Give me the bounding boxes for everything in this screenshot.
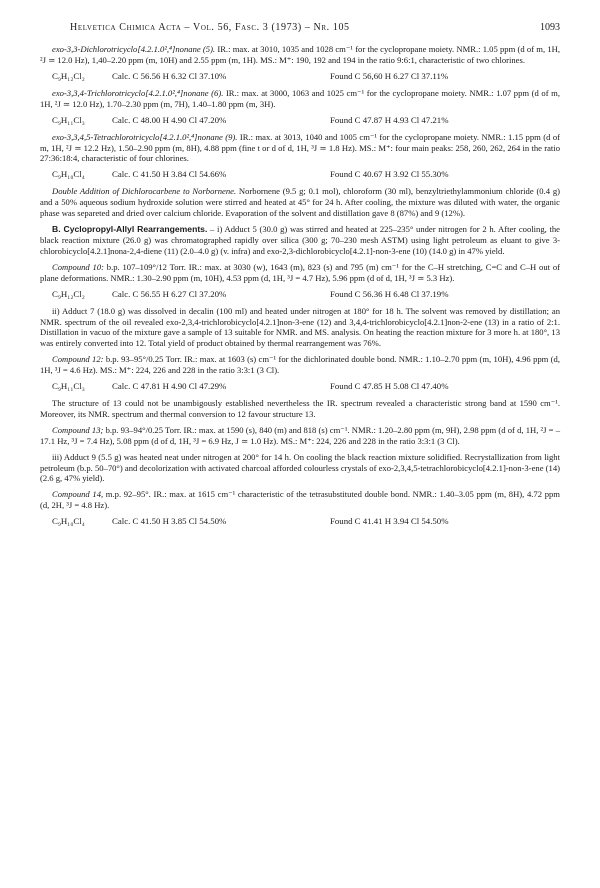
section-heading: B. Cyclopropyl-Allyl Rearrangements. bbox=[52, 224, 208, 235]
found-values: Found C 56.36 H 6.48 Cl 37.19% bbox=[330, 288, 449, 299]
calculated-values: Calc. C 41.50 H 3.84 Cl 54.66% bbox=[112, 169, 227, 180]
paragraph-compound-10 bbox=[40, 262, 560, 284]
found-values: Found C 47.87 H 4.93 Cl 47.21% bbox=[330, 114, 449, 125]
paragraph-text: Norbornene (9.5 g; 0.1 mol), chloroform (30 ml), benzyltriethylammonium chloride (0.4 g) and a 50% aqueous sodium hydroxide solution were stirred and heated at 45° for 24 h. After cooling, the mixture was diluted with water, the organic phase was separeted and dried over calcium chloride. Evaporation of the solvent and distillation gave 8 (87%) and 9 (12%). bbox=[40, 186, 560, 219]
elemental-analysis-row bbox=[40, 115, 560, 126]
paragraph-text: IR.: max. at 3000, 1063 and 1025 cm⁻¹ for the cyclopropane moiety. NMR.: 1.07 ppm (d of m, 1H, ²J ≃ 12.0 Hz), 1.70–2.30 ppm (m, 7H), 1.40–1.80 ppm (m, 3H). bbox=[40, 87, 560, 109]
paragraph-text: IR.: max. at 3010, 1035 and 1028 cm⁻¹ for the cyclopropane moiety. NMR.: 1.05 ppm (d of m, 1H, ²J ≃ 12.0 Hz), 1,40–2.20 ppm (m, 10H) and 2.55 ppm (m, 1H). MS.: M⁺: 190, 192 and 194 in the ratio 9:6:1, characteristic of two chlorines. bbox=[40, 44, 561, 65]
paragraph-compound-13 bbox=[40, 425, 560, 447]
molecular-formula: C₉H₁₁Cl₃ bbox=[52, 381, 85, 392]
paragraph-text: – i) Adduct 5 (30.0 g) was stirred and heated at 225–235° under nitrogen for 2 h. After cooling, the black reaction mixture (26.0 g) was chromatographed rapidly over silica (300 g; 70–230 mesh ASTM) using light petroleum as eluant to give 3-chlorobicyclo[4.2.1]nona-2,4-diene (11) (2.0–4.0 g) (v. infra) and exo-2,3-dichlorobicyclo[4.2.1]-non-3-ene (10) (14.0 g) in 47% yield. bbox=[40, 224, 560, 256]
found-values: Found C 47.85 H 5.08 Cl 47.40% bbox=[330, 381, 449, 392]
paragraph-text: iii) Adduct 9 (5.5 g) was heated neat under nitrogen at 200° for 14 h. On cooling the black reaction mixture solidified. Recrystallization from light petroleum (b.p. 50–70°) and decolorization with activated charcoal afforded colourless crystals of exo-2,3,4,5-tetrachlorobicyclo[4.2.1]-non-3-ene (14) (2.6 g, 47% yield). bbox=[40, 451, 560, 484]
running-header bbox=[40, 22, 560, 36]
procedure-title: Double Addition of Dichlorocarbene to Norbornene. bbox=[52, 186, 237, 197]
paragraph-text: m.p. 92–95°. IR.: max. at 1615 cm⁻¹ characteristic of the tetrasubstituted double bond. NMR.: 1.40–3.05 ppm (m, 8H), 4.72 ppm (d, 2H, ³J = 4.8 Hz). bbox=[40, 489, 560, 511]
found-values: Found C 41.41 H 3.94 Cl 54.50% bbox=[330, 516, 449, 527]
calculated-values: Calc. C 47.81 H 4.90 Cl 47.29% bbox=[112, 381, 227, 392]
found-values: Found C 40.67 H 3.92 Cl 55.30% bbox=[330, 169, 449, 180]
compound-name: exo-3,3,4-Trichlorotricyclo[4.2.1.0²,⁴]nonane (6). bbox=[52, 87, 224, 98]
paragraph-text: IR.: max. at 3013, 1040 and 1005 cm⁻¹ for the cyclopropane moiety. NMR.: 1.15 ppm (d of m, 1H, ²J ≃ 12.2 Hz), 1.50–2.90 ppm (m, 8H), 4.88 ppm (fine t or d of d, 1H, ³J ≃ 1.8 Hz). MS.: M⁺: four main peaks: 258, 260, 262, 264 in the ratio 27:36:18:4, characteristic of four chlorines. bbox=[40, 131, 560, 164]
compound-name: exo-3,3,4,5-Tetrachlorotricyclo[4.2.1.0²,⁴]nonane (9). bbox=[52, 131, 238, 142]
paragraph-text: The structure of 13 could not be unambigously established nevertheless the IR. spectrum revealed a characteristic strong band at 1590 cm⁻¹. Moreover, its NMR. spectrum and thermal conversion to 12 favour structure 13. bbox=[40, 398, 560, 419]
elemental-analysis-row bbox=[40, 516, 560, 527]
compound-lead: Compound 13; bbox=[52, 424, 104, 435]
elemental-analysis-row bbox=[40, 289, 560, 300]
paragraph-compound-5 bbox=[40, 44, 560, 66]
paragraph-text: b.p. 107–109°/12 Torr. IR.: max. at 3030 (w), 1643 (m), 823 (s) and 795 (m) cm⁻¹ for the C–H stretching, C=C and C–H out of plane deformations. NMR.: 1.30–2.90 ppm (m, 10H), 4.53 ppm (d, 1H, ³J = 4.7 Hz), 5.96 ppm (d of d, 1H, ³J ≃ 5.3 Hz). bbox=[40, 261, 561, 283]
elemental-analysis-row bbox=[40, 381, 560, 392]
calculated-values: Calc. C 56.55 H 6.27 Cl 37.20% bbox=[112, 288, 227, 299]
paragraph-double-addition bbox=[40, 186, 560, 219]
compound-lead: Compound 14, bbox=[52, 489, 104, 500]
paragraph-compound-6 bbox=[40, 88, 560, 110]
paragraph-compound-14 bbox=[40, 489, 560, 511]
paragraph-section-b bbox=[40, 224, 560, 257]
molecular-formula: C₉H₁₂Cl₂ bbox=[52, 70, 85, 81]
paragraph-compound-9 bbox=[40, 132, 560, 165]
paragraph-adduct-7 bbox=[40, 306, 560, 350]
paragraph-compound-12 bbox=[40, 354, 560, 376]
found-values: Found C 56,60 H 6.27 Cl 37.11% bbox=[330, 70, 449, 81]
calculated-values: Calc. C 56.56 H 6.32 Cl 37.10% bbox=[112, 70, 227, 81]
molecular-formula: C₉H₁₀Cl₄ bbox=[52, 516, 85, 527]
page-number: 1093 bbox=[540, 22, 560, 33]
paragraph-text: b.p. 93–95°/0.25 Torr. IR.: max. at 1603 (s) cm⁻¹ for the dichlorinated double bond. NMR.: 1.10–2.70 ppm (m, 10H), 4.96 ppm (d, 1H, ³J = 4.6 Hz). MS.: M⁺: 224, 226 and 228 in the ratio 3:3:1 (3 Cl). bbox=[40, 354, 560, 376]
calculated-values: Calc. C 48.00 H 4.90 Cl 47.20% bbox=[112, 114, 227, 125]
molecular-formula: C₉H₁₂Cl₂ bbox=[52, 288, 85, 299]
paragraph-structure-13 bbox=[40, 398, 560, 420]
compound-lead: Compound 10: bbox=[52, 261, 104, 272]
molecular-formula: C₉H₁₁Cl₃ bbox=[52, 114, 85, 125]
article-body bbox=[40, 44, 560, 533]
molecular-formula: C₉H₁₀Cl₄ bbox=[52, 169, 85, 180]
compound-name: exo-3,3-Dichlorotricyclo[4.2.1.0²,⁴]nonane (5). bbox=[52, 44, 216, 54]
paragraph-text: b.p. 93–94°/0.25 Torr. IR.: max. at 1590 (s), 840 (m) and 818 (s) cm⁻¹. NMR.: 1.20–2.80 ppm (m, 9H), 2.98 ppm (d of d, 1H, ²J = –17.1 Hz, ³J = 7.4 Hz), 5.08 ppm (d of d, 1H, ³J = 6.9 Hz, J ≃ 1.0 Hz). MS.: M⁺: 224, 226 and 228 in the ratio 3:3:1 (3 Cl). bbox=[40, 424, 560, 446]
calculated-values: Calc. C 41.50 H 3.85 Cl 54.50% bbox=[112, 516, 227, 527]
journal-title: Helvetica Chimica Acta – Vol. 56, Fasc. 3 (1973) – Nr. 105 bbox=[70, 22, 350, 33]
paragraph-text: ii) Adduct 7 (18.0 g) was dissolved in decalin (100 ml) and heated under nitrogen at 180° for 18 h. The solvent was removed by distillation; an NMR. spectrum of the oil revealed exo-2,3,4-trichlorobicyclo[4.2.1]non-3-ene (12) and 3,4,4-trichlorobicyclo[4.2.1]non-2-ene (13) in a ratio of 2:1. Distillation in vacuo of the mixture gave a sample of 13 suitable for NMR. and MS. analysis. On heating the reaction mixture for 3 more h. at 180°, 13 was entirely converted into 12. Total yield of product obtained by thermal rearrangement was 76%. bbox=[40, 305, 560, 349]
elemental-analysis-row bbox=[40, 169, 560, 180]
compound-lead: Compound 12: bbox=[52, 354, 104, 365]
elemental-analysis-row bbox=[40, 71, 560, 82]
paragraph-adduct-9 bbox=[40, 452, 560, 485]
